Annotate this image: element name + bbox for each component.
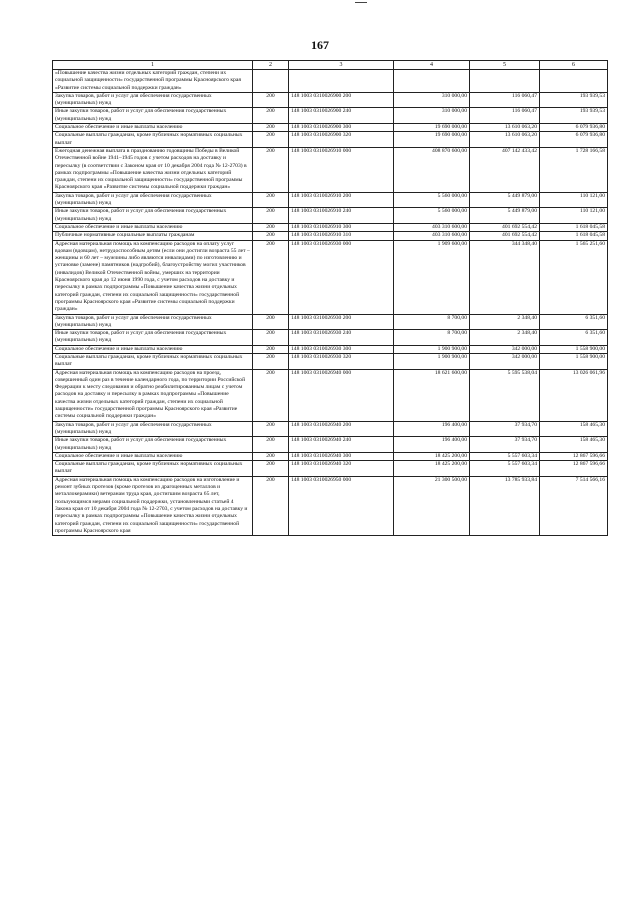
row-fact-cell: 13 610 063,20 bbox=[470, 132, 540, 148]
table-row bbox=[53, 192, 608, 208]
table-row bbox=[53, 232, 608, 240]
row-plan-cell: 18 621 600,00 bbox=[394, 369, 470, 421]
row-ministry-cell: 200 bbox=[253, 452, 289, 460]
row-ministry-cell: 200 bbox=[253, 232, 289, 240]
row-ministry-cell bbox=[253, 70, 289, 93]
row-plan-cell: 408 870 600,00 bbox=[394, 147, 470, 192]
row-code-cell: 148 1003 0310026900 240 bbox=[289, 108, 394, 124]
row-rest-cell: 6 079 936,80 bbox=[540, 132, 608, 148]
budget-table bbox=[52, 60, 608, 536]
row-ministry-cell: 200 bbox=[253, 108, 289, 124]
row-code-cell: 148 1003 0310026910 310 bbox=[289, 232, 394, 240]
row-plan-cell: 21 300 500,00 bbox=[394, 476, 470, 535]
row-plan-cell: 5 560 000,00 bbox=[394, 192, 470, 208]
table-row bbox=[53, 223, 608, 231]
row-name-cell: Адресная материальная помощь на компенсацию расходов на оплату услуг вдовам (вдовцам), нетрудоспособным детям (если они достигли возраста 55 лет – женщины и 60 лет – мужчины либо являются инвалидами) по изготовлению и установке (замене) памятников (надгробий), благоустройству могил участников (инвалидов) Великой Отечественной войны, умерших на территории Красноярского края до 12 июня 1990 года, с учетом расходов на доставку и пересылку в рамках подпрограммы «Повышение качества жизни отдельных категорий граждан, степени их социальной защищенности» государственной программы Красноярского края «Развитие системы социальной поддержки граждан» bbox=[53, 240, 253, 314]
scan-mark bbox=[355, 2, 367, 3]
row-rest-cell: 13 026 061,96 bbox=[540, 369, 608, 421]
table-row bbox=[53, 314, 608, 330]
table-row bbox=[53, 70, 608, 93]
table-row bbox=[53, 124, 608, 132]
table-row bbox=[53, 208, 608, 224]
row-fact-cell: 401 692 554,42 bbox=[470, 223, 540, 231]
row-ministry-cell: 200 bbox=[253, 132, 289, 148]
row-fact-cell: 5 557 603,34 bbox=[470, 452, 540, 460]
row-name-cell: Адресная материальная помощь на компенсацию расходов на проезд, совершенный один раз в течение календарного года, по территории Российской Федерации к месту следования и обратно реабилитированным лицам с учетом расходов на доставку и пересылку в рамках подпрограммы «Повышение качества жизни отдельных категорий граждан, степени их социальной защищенности» государственной программы Красноярского края «Развитие системы социальной поддержки граждан» bbox=[53, 369, 253, 421]
row-ministry-cell: 200 bbox=[253, 240, 289, 314]
row-rest-cell: 158 465,30 bbox=[540, 421, 608, 437]
table-row bbox=[53, 147, 608, 192]
row-name-cell: Закупка товаров, работ и услуг для обеспечения государственных (муниципальных) нужд bbox=[53, 92, 253, 108]
row-code-cell: 148 1003 0310026910 300 bbox=[289, 223, 394, 231]
row-code-cell: 148 1003 0310026900 200 bbox=[289, 92, 394, 108]
row-name-cell: Закупка товаров, работ и услуг для обеспечения государственных (муниципальных) нужд bbox=[53, 421, 253, 437]
row-fact-cell: 407 142 433,42 bbox=[470, 147, 540, 192]
row-fact-cell: 13 610 063,20 bbox=[470, 124, 540, 132]
row-ministry-cell: 200 bbox=[253, 124, 289, 132]
row-name-cell: Социальное обеспечение и иные выплаты населению bbox=[53, 124, 253, 132]
row-rest-cell: 1 728 166,58 bbox=[540, 147, 608, 192]
row-name-cell: Закупка товаров, работ и услуг для обеспечения государственных (муниципальных) нужд bbox=[53, 192, 253, 208]
row-name-cell: Публичные нормативные социальные выплаты гражданам bbox=[53, 232, 253, 240]
row-fact-cell: 37 934,70 bbox=[470, 437, 540, 453]
row-code-cell: 148 1003 0310026930 000 bbox=[289, 240, 394, 314]
row-plan-cell: 196 400,00 bbox=[394, 437, 470, 453]
row-plan-cell: 8 700,00 bbox=[394, 314, 470, 330]
row-plan-cell: 403 310 600,00 bbox=[394, 223, 470, 231]
row-rest-cell: 1 558 900,00 bbox=[540, 345, 608, 353]
row-ministry-cell: 200 bbox=[253, 92, 289, 108]
row-plan-cell: 8 700,00 bbox=[394, 330, 470, 346]
row-ministry-cell: 200 bbox=[253, 330, 289, 346]
row-rest-cell: 1 618 045,58 bbox=[540, 223, 608, 231]
row-name-cell: Иные закупки товаров, работ и услуг для обеспечения государственных (муниципальных) нужд bbox=[53, 437, 253, 453]
row-name-cell: Ежегодная денежная выплата в празднованию годовщины Победы в Великой Отечественной войне 1941–1945 годов с учетом расходов на доставку и пересылку (в соответствии с Законом края от 10 декабря 2004 года № 12-2703) в рамках подпрограммы «Повышение качества жизни отдельных категорий граждан, степени их социальной защищенности» государственной программы Красноярского края «Развитие системы социальной поддержки граждан» bbox=[53, 147, 253, 192]
row-rest-cell: 12 867 596,66 bbox=[540, 452, 608, 460]
row-name-cell: Адресная материальная помощь на компенсацию расходов на изготовление и ремонт зубных протезов (кроме протезов из драгоценных металлов и металлокерамики) ветеранам труда края, достигшим возраста 65 лет, пользующимся мерами социальной поддержки, установленными статьей 4 Закона края от 10 декабря 2004 года № 12-2703, с учетом расходов на доставку и пересылку в рамках подпрограммы «Повышение качества жизни отдельных категорий граждан, степени их социальной защищенности» государственной программы Красноярского края bbox=[53, 476, 253, 535]
row-rest-cell: 1 558 900,00 bbox=[540, 353, 608, 369]
row-rest-cell: 7 514 566,16 bbox=[540, 476, 608, 535]
row-code-cell: 148 1003 0310026940 000 bbox=[289, 369, 394, 421]
row-plan-cell: 403 310 600,00 bbox=[394, 232, 470, 240]
row-rest-cell: 1 618 045,58 bbox=[540, 232, 608, 240]
row-fact-cell: 5 449 879,00 bbox=[470, 208, 540, 224]
row-code-cell: 148 1003 0310026950 000 bbox=[289, 476, 394, 535]
row-ministry-cell: 200 bbox=[253, 147, 289, 192]
row-rest-cell: 110 121,00 bbox=[540, 192, 608, 208]
row-rest-cell: 158 465,30 bbox=[540, 437, 608, 453]
row-plan-cell: 5 560 000,00 bbox=[394, 208, 470, 224]
row-code-cell bbox=[289, 70, 394, 93]
row-name-cell: Социальные выплаты гражданам, кроме публичных нормативных социальных выплат bbox=[53, 353, 253, 369]
row-fact-cell: 116 060,47 bbox=[470, 92, 540, 108]
row-rest-cell bbox=[540, 70, 608, 93]
row-fact-cell: 2 348,40 bbox=[470, 314, 540, 330]
table-row bbox=[53, 92, 608, 108]
row-plan-cell: 310 000,00 bbox=[394, 108, 470, 124]
row-code-cell: 148 1003 0310026910 200 bbox=[289, 192, 394, 208]
row-plan-cell: 1 909 600,00 bbox=[394, 240, 470, 314]
row-code-cell: 148 1003 0310026900 320 bbox=[289, 132, 394, 148]
table-row bbox=[53, 476, 608, 535]
row-ministry-cell: 200 bbox=[253, 461, 289, 477]
row-ministry-cell: 200 bbox=[253, 223, 289, 231]
row-code-cell: 148 1003 0310026940 240 bbox=[289, 437, 394, 453]
row-fact-cell bbox=[470, 70, 540, 93]
column-header: 6 bbox=[540, 61, 608, 70]
row-plan-cell: 1 900 900,00 bbox=[394, 345, 470, 353]
row-name-cell: Социальное обеспечение и иные выплаты населению bbox=[53, 452, 253, 460]
row-plan-cell: 19 690 000,00 bbox=[394, 132, 470, 148]
row-name-cell: «Повышение качества жизни отдельных категорий граждан, степени их социальной защищенности» государственной программы Красноярского края «Развитие системы социальной поддержки граждан» bbox=[53, 70, 253, 93]
column-header: 2 bbox=[253, 61, 289, 70]
row-plan-cell: 18 425 200,00 bbox=[394, 452, 470, 460]
row-rest-cell: 6 351,60 bbox=[540, 330, 608, 346]
column-header: 5 bbox=[470, 61, 540, 70]
row-name-cell: Иные закупки товаров, работ и услуг для обеспечения государственных (муниципальных) нужд bbox=[53, 208, 253, 224]
page-number: 167 bbox=[311, 38, 329, 52]
row-plan-cell: 19 690 000,00 bbox=[394, 124, 470, 132]
row-ministry-cell: 200 bbox=[253, 437, 289, 453]
row-plan-cell: 310 000,00 bbox=[394, 92, 470, 108]
row-ministry-cell: 200 bbox=[253, 369, 289, 421]
row-name-cell: Социальные выплаты гражданам, кроме публичных нормативных социальных выплат bbox=[53, 461, 253, 477]
table-row bbox=[53, 108, 608, 124]
row-code-cell: 148 1003 0310026930 300 bbox=[289, 345, 394, 353]
table-row bbox=[53, 353, 608, 369]
row-name-cell: Иные закупки товаров, работ и услуг для обеспечения государственных (муниципальных) нужд bbox=[53, 330, 253, 346]
row-code-cell: 148 1003 0310026930 200 bbox=[289, 314, 394, 330]
row-fact-cell: 342 000,00 bbox=[470, 345, 540, 353]
row-ministry-cell: 200 bbox=[253, 476, 289, 535]
row-code-cell: 148 1003 0310026900 300 bbox=[289, 124, 394, 132]
row-rest-cell: 110 121,00 bbox=[540, 208, 608, 224]
table-row bbox=[53, 437, 608, 453]
column-header: 4 bbox=[394, 61, 470, 70]
table-row bbox=[53, 369, 608, 421]
row-ministry-cell: 200 bbox=[253, 345, 289, 353]
table-row bbox=[53, 421, 608, 437]
row-code-cell: 148 1003 0310026930 240 bbox=[289, 330, 394, 346]
row-plan-cell bbox=[394, 70, 470, 93]
column-header: 1 bbox=[53, 61, 253, 70]
row-code-cell: 148 1003 0310026910 000 bbox=[289, 147, 394, 192]
row-fact-cell: 401 692 554,42 bbox=[470, 232, 540, 240]
row-code-cell: 148 1003 0310026910 240 bbox=[289, 208, 394, 224]
row-name-cell: Социальные выплаты гражданам, кроме публичных нормативных социальных выплат bbox=[53, 132, 253, 148]
table-row bbox=[53, 461, 608, 477]
table-header-row bbox=[53, 61, 608, 70]
table-row bbox=[53, 132, 608, 148]
table-row bbox=[53, 240, 608, 314]
row-fact-cell: 37 934,70 bbox=[470, 421, 540, 437]
row-fact-cell: 5 557 603,34 bbox=[470, 461, 540, 477]
row-rest-cell: 6 351,60 bbox=[540, 314, 608, 330]
row-rest-cell: 193 939,53 bbox=[540, 108, 608, 124]
table-row bbox=[53, 330, 608, 346]
row-name-cell: Закупка товаров, работ и услуг для обеспечения государственных (муниципальных) нужд bbox=[53, 314, 253, 330]
row-ministry-cell: 200 bbox=[253, 421, 289, 437]
row-rest-cell: 193 939,53 bbox=[540, 92, 608, 108]
row-ministry-cell: 200 bbox=[253, 353, 289, 369]
row-code-cell: 148 1003 0310026930 320 bbox=[289, 353, 394, 369]
row-code-cell: 148 1003 0310026940 320 bbox=[289, 461, 394, 477]
row-ministry-cell: 200 bbox=[253, 314, 289, 330]
row-code-cell: 148 1003 0310026940 200 bbox=[289, 421, 394, 437]
row-name-cell: Социальное обеспечение и иные выплаты населению bbox=[53, 223, 253, 231]
column-header: 3 bbox=[289, 61, 394, 70]
row-ministry-cell: 200 bbox=[253, 208, 289, 224]
row-name-cell: Иные закупки товаров, работ и услуг для обеспечения государственных (муниципальных) нужд bbox=[53, 108, 253, 124]
row-plan-cell: 196 400,00 bbox=[394, 421, 470, 437]
row-rest-cell: 6 079 936,80 bbox=[540, 124, 608, 132]
row-fact-cell: 2 348,40 bbox=[470, 330, 540, 346]
row-rest-cell: 12 867 596,66 bbox=[540, 461, 608, 477]
row-fact-cell: 344 348,40 bbox=[470, 240, 540, 314]
row-fact-cell: 5 595 538,04 bbox=[470, 369, 540, 421]
row-fact-cell: 116 060,47 bbox=[470, 108, 540, 124]
row-plan-cell: 18 425 200,00 bbox=[394, 461, 470, 477]
row-ministry-cell: 200 bbox=[253, 192, 289, 208]
row-fact-cell: 13 785 933,84 bbox=[470, 476, 540, 535]
table-row bbox=[53, 452, 608, 460]
row-rest-cell: 1 565 251,60 bbox=[540, 240, 608, 314]
row-fact-cell: 5 449 879,00 bbox=[470, 192, 540, 208]
row-name-cell: Социальное обеспечение и иные выплаты населению bbox=[53, 345, 253, 353]
table-row bbox=[53, 345, 608, 353]
row-code-cell: 148 1003 0310026940 300 bbox=[289, 452, 394, 460]
row-fact-cell: 342 000,00 bbox=[470, 353, 540, 369]
row-plan-cell: 1 900 900,00 bbox=[394, 353, 470, 369]
table-body bbox=[53, 70, 608, 536]
